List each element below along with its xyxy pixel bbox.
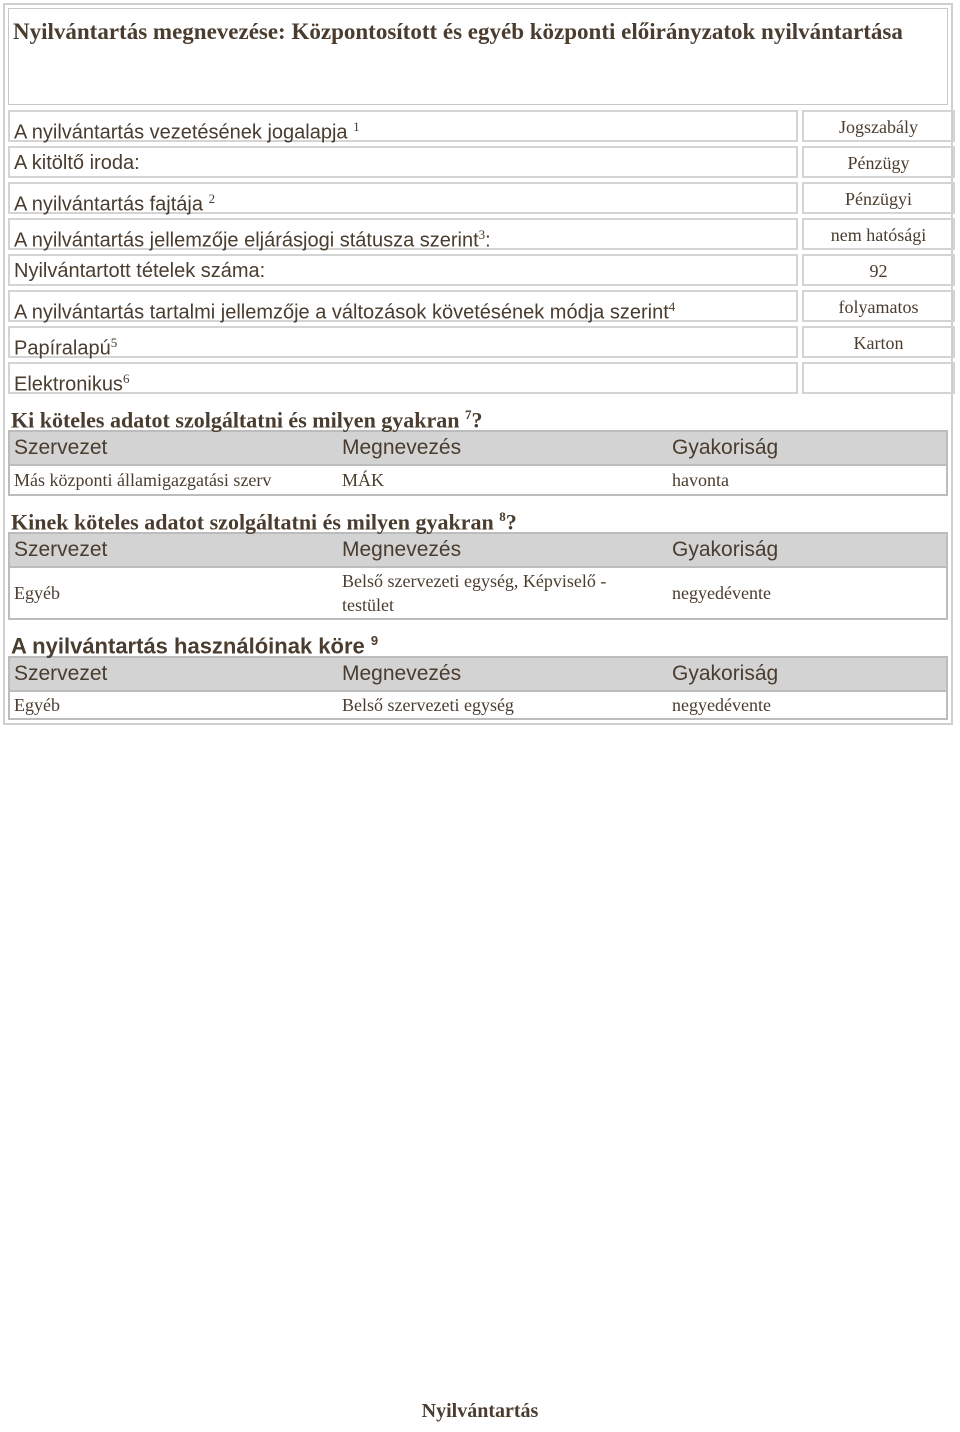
field-value: nem hatósági [802, 218, 955, 250]
field-row [5, 324, 951, 360]
field-value: Pénzügy [802, 146, 955, 178]
title-value: Központosított és egyéb központi előirányzatok nyilvántartása [291, 19, 903, 44]
column-header: Megnevezés [342, 436, 462, 459]
field-row [5, 288, 951, 324]
field-label: A nyilvántartás fajtája $^2$ [8, 182, 798, 214]
column-header: Szervezet [14, 538, 108, 561]
column-header: Gyakoriság [672, 436, 779, 459]
section-heading-recipients: Kinek köteles adatot szolgáltatni és milyen gyakran $^8$? [11, 509, 517, 535]
record-sheet [3, 3, 953, 725]
column-header: Szervezet [14, 436, 108, 459]
field-label: Nyilvántartott tételek száma: [8, 254, 798, 286]
field-value: Jogszabály [802, 110, 955, 142]
table-row [10, 568, 946, 618]
table-row [10, 466, 946, 494]
users-table [8, 656, 948, 720]
field-value: folyamatos [802, 290, 955, 322]
table-cell: Belső szervezeti egység, Képviselő - testület [342, 571, 607, 615]
field-label: Papíralapú$^5$ [8, 326, 798, 358]
field-value: Karton [802, 326, 955, 358]
column-header: Megnevezés [342, 662, 462, 685]
field-row [5, 144, 951, 180]
field-label: A nyilvántartás jellemzője eljárásjogi státusza szerint$^3$: [8, 218, 798, 250]
field-row [5, 108, 951, 144]
field-value [802, 362, 955, 394]
table-row [10, 692, 946, 718]
page-footer: Nyilvántartás [421, 1400, 539, 1422]
table-cell: negyedévente [672, 694, 771, 715]
field-row [5, 180, 951, 216]
field-value: 92 [802, 254, 955, 286]
section-heading-users: A nyilvántartás használóinak köre $^9$ [11, 633, 379, 659]
field-row [5, 252, 951, 288]
table-cell: negyedévente [672, 583, 771, 603]
table-header [10, 658, 946, 692]
field-label: Elektronikus$^6$ [8, 362, 798, 394]
table-header [10, 534, 946, 568]
field-label: A nyilvántartás tartalmi jellemzője a változások követésének módja szerint$^4$ [8, 290, 798, 322]
table-header [10, 432, 946, 466]
field-label: A nyilvántartás vezetésének jogalapja $^1$ [8, 110, 798, 142]
field-label: A kitöltő iroda: [8, 146, 798, 178]
column-header: Szervezet [14, 662, 108, 685]
table-cell: havonta [672, 469, 729, 490]
column-header: Megnevezés [342, 538, 462, 561]
table-cell: MÁK [342, 469, 385, 490]
record-title [8, 8, 948, 105]
providers-table [8, 430, 948, 496]
column-header: Gyakoriság [672, 538, 779, 561]
table-cell: Más központi államigazgatási szerv [14, 469, 272, 490]
field-row [5, 216, 951, 252]
column-header: Gyakoriság [672, 662, 779, 685]
recipients-table [8, 532, 948, 620]
field-row [5, 360, 951, 396]
section-heading-providers: Ki köteles adatot szolgáltatni és milyen gyakran $^7$? [11, 407, 483, 433]
table-cell: Belső szervezeti egység [342, 694, 514, 715]
title-label: Nyilvántartás megnevezése: [13, 19, 286, 44]
field-value: Pénzügyi [802, 182, 955, 214]
table-cell: Egyéb [14, 694, 60, 715]
table-cell: Egyéb [14, 583, 60, 603]
